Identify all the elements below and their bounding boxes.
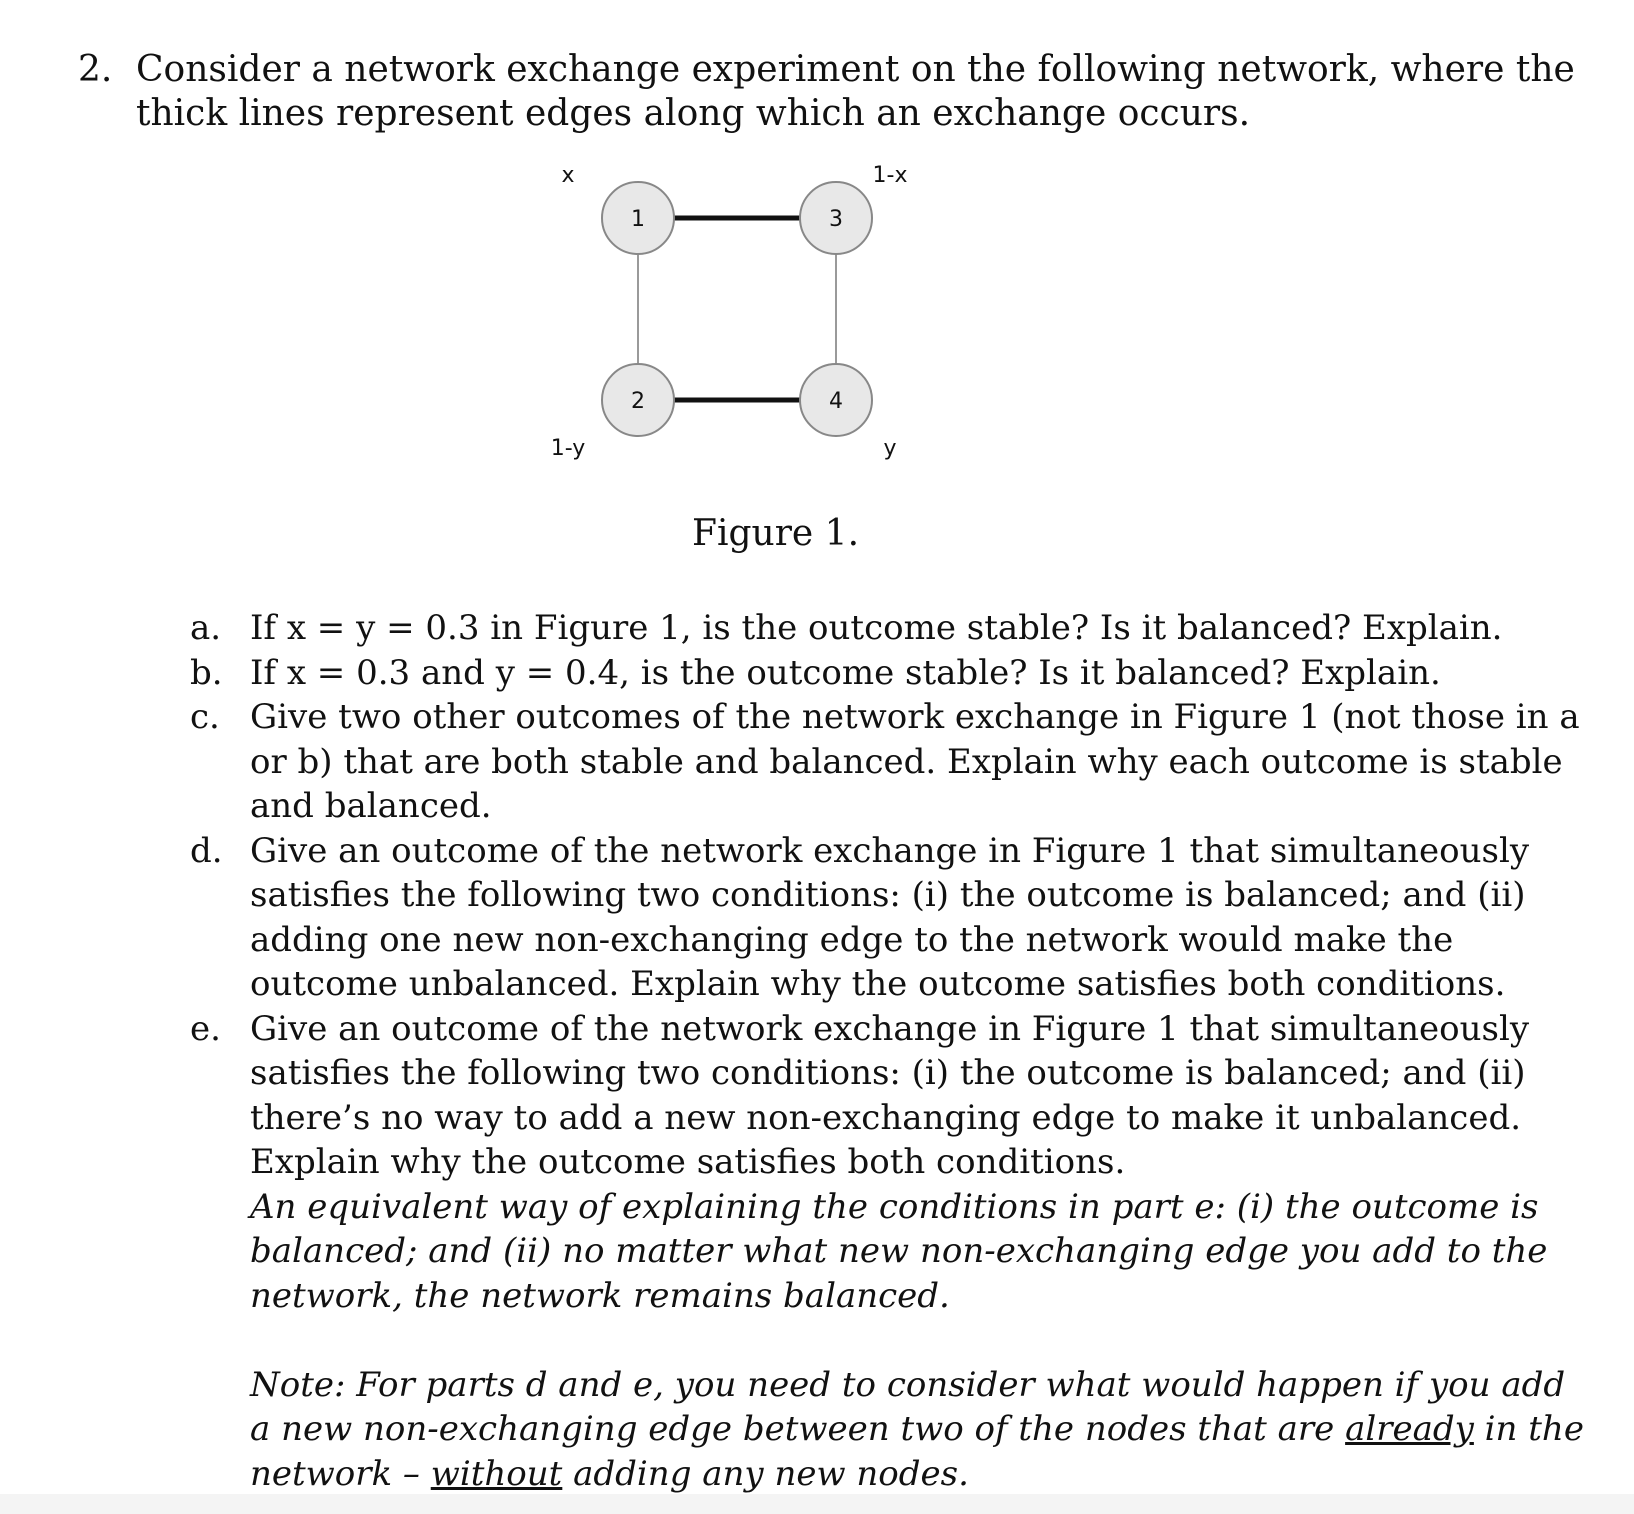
question-parts <box>190 606 1590 1496</box>
payoff-node-2: 1-y <box>550 436 586 461</box>
note-text-3: adding any new nodes. <box>562 1453 969 1494</box>
part-e <box>190 1007 1590 1497</box>
part-letter: e. <box>190 1008 221 1049</box>
equivalent-note: An equivalent way of explaining the conditions in part e: (i) the outcome is balanced; and (ii) no matter what new non-exchanging edge you add to the network, the network remains balanced. <box>250 1186 1548 1316</box>
bottom-band <box>0 1494 1634 1514</box>
node-2-label: 2 <box>631 389 645 414</box>
payoff-node-4: y <box>883 436 897 461</box>
part-d <box>190 829 1590 1007</box>
note-already-underlined: already <box>1345 1409 1474 1449</box>
note-without-underlined: without <box>430 1453 563 1494</box>
payoff-node-3: 1-x <box>872 163 908 188</box>
part-c <box>190 695 1590 829</box>
question-text: Consider a network exchange experiment on the following network, where the thick lines represent edges along which an exchange occurs. <box>136 49 1575 134</box>
node-2 <box>602 364 674 436</box>
network-figure <box>540 160 960 490</box>
node-3 <box>800 182 872 254</box>
node-4-label: 4 <box>829 389 843 414</box>
note-text-1: Note: For parts d and e, you need to consider what would happen if you add a new non-exchanging edge between two of the nodes that are <box>250 1364 1566 1449</box>
part-text: Give an outcome of the network exchange in Figure 1 that simultaneously satisfies the following two conditions: (i) the outcome is balanced; and (ii) adding one new non-exchanging edge to the network would make the outcome unbalanced. Explain why the outcome satisfies both conditions. <box>250 830 1530 1004</box>
figure-caption: Figure 1. <box>692 513 860 554</box>
note-paragraph <box>250 1363 1590 1497</box>
part-text: Give an outcome of the network exchange in Figure 1 that simultaneously satisfies the following two conditions: (i) the outcome is balanced; and (ii) there’s no way to add a new non-exchanging edge to make it unbalanced. Explain why the outcome satisfies both conditions. <box>250 1008 1530 1182</box>
spacer <box>250 1318 1590 1363</box>
part-text: Give two other outcomes of the network exchange in Figure 1 (not those in a or b) that are both stable and balanced. Explain why each outcome is stable and balanced. <box>250 697 1580 826</box>
node-1-label: 1 <box>631 207 645 232</box>
part-e-body <box>250 1007 1590 1497</box>
question-header <box>78 48 1578 136</box>
node-1 <box>602 182 674 254</box>
part-letter: c. <box>190 697 220 737</box>
part-letter: d. <box>190 830 223 871</box>
part-text: If x = y = 0.3 in Figure 1, is the outcome stable? Is it balanced? Explain. <box>250 608 1503 648</box>
part-letter: a. <box>190 608 222 648</box>
question-number: 2. <box>78 49 113 90</box>
node-3-label: 3 <box>829 207 843 232</box>
part-letter: b. <box>190 652 223 693</box>
network-diagram <box>540 160 960 490</box>
payoff-node-1: x <box>561 163 575 188</box>
part-b <box>190 651 1590 696</box>
part-text: If x = 0.3 and y = 0.4, is the outcome stable? Is it balanced? Explain. <box>250 652 1441 693</box>
part-a <box>190 606 1590 651</box>
note-text-2: in the network – <box>250 1409 1584 1494</box>
node-4 <box>800 364 872 436</box>
